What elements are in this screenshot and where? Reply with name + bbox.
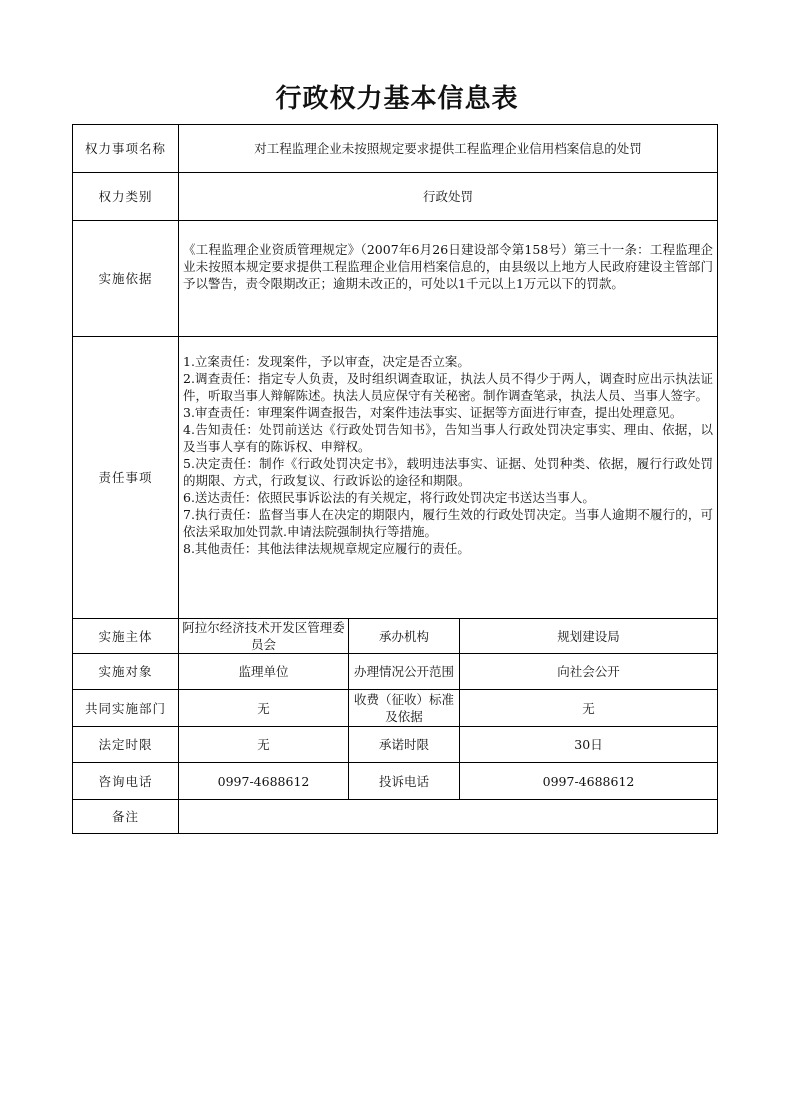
complaint-phone-value: 0997-4688612 (460, 763, 718, 800)
fee-label: 收费（征收）标准及依据 (349, 690, 460, 727)
complaint-phone-label: 投诉电话 (349, 763, 460, 800)
disclosure-label: 办理情况公开范围 (349, 654, 460, 690)
info-table (72, 124, 718, 834)
remark-label: 备注 (73, 800, 179, 834)
fee-value: 无 (460, 690, 718, 727)
joint-label: 共同实施部门 (73, 690, 179, 727)
promised-deadline-label: 承诺时限 (349, 727, 460, 763)
row-phone (73, 763, 718, 800)
legal-deadline-label: 法定时限 (73, 727, 179, 763)
row-remark (73, 800, 718, 834)
row-item-name (73, 125, 718, 173)
agency-label: 承办机构 (349, 619, 460, 654)
subject-value: 阿拉尔经济技术开发区管理委员会 (179, 619, 349, 654)
legal-deadline-value: 无 (179, 727, 349, 763)
target-value: 监理单位 (179, 654, 349, 690)
item-name-label: 权力事项名称 (73, 125, 179, 173)
consult-phone-value: 0997-4688612 (179, 763, 349, 800)
row-subject (73, 619, 718, 654)
basis-label: 实施依据 (73, 221, 179, 337)
row-joint (73, 690, 718, 727)
row-deadline (73, 727, 718, 763)
target-label: 实施对象 (73, 654, 179, 690)
duty-item: 6.送达责任：依照民事诉讼法的有关规定，将行政处罚决定书送达当事人。 (183, 490, 595, 505)
duty-item: 3.审查责任：审理案件调查报告，对案件违法事实、证据等方面进行审查，提出处理意见。 (183, 405, 683, 420)
remark-value (179, 800, 718, 834)
category-label: 权力类别 (73, 173, 179, 221)
duty-item: 1.立案责任：发现案件，予以审查，决定是否立案。 (183, 354, 470, 369)
duty-item: 2.调查责任：指定专人负责，及时组织调查取证，执法人员不得少于两人，调查时应出示执法证件，听取当事人辩解陈述。执法人员应保守有关秘密。制作调查笔录，执法人员、当事人签字。 (183, 371, 714, 403)
category-value: 行政处罚 (179, 173, 718, 221)
row-category (73, 173, 718, 221)
duty-item: 4.告知责任：处罚前送达《行政处罚告知书》，告知当事人行政处罚决定事实、理由、依据，以及当事人享有的陈诉权、申辩权。 (183, 422, 714, 454)
duty-item: 5.决定责任：制作《行政处罚决定书》，载明违法事实、证据、处罚种类、依据，履行行政处罚的期限、方式，行政复议、行政诉讼的途径和期限。 (183, 456, 714, 488)
duties-list (179, 337, 718, 619)
row-target (73, 654, 718, 690)
subject-label: 实施主体 (73, 619, 179, 654)
joint-value: 无 (179, 690, 349, 727)
duties-label: 责任事项 (73, 337, 179, 619)
promised-deadline-value: 30日 (460, 727, 718, 763)
basis-value: 《工程监理企业资质管理规定》（2007年6月26日建设部令第158号）第三十一条：工程监理企业未按照本规定要求提供工程监理企业信用档案信息的，由县级以上地方人民政府建设主管部门予以警告，责令限期改正；逾期未改正的，可处以1千元以上1万元以下的罚款。 (179, 221, 718, 337)
duty-item: 8.其他责任：其他法律法规规章规定应履行的责任。 (183, 541, 470, 556)
row-duties (73, 337, 718, 619)
row-basis (73, 221, 718, 337)
consult-phone-label: 咨询电话 (73, 763, 179, 800)
disclosure-value: 向社会公开 (460, 654, 718, 690)
item-name-value: 对工程监理企业未按照规定要求提供工程监理企业信用档案信息的处罚 (179, 125, 718, 173)
agency-value: 规划建设局 (460, 619, 718, 654)
page-title: 行政权力基本信息表 (275, 84, 519, 114)
duty-item: 7.执行责任：监督当事人在决定的期限内，履行生效的行政处罚决定。当事人逾期不履行的，可依法采取加处罚款.申请法院强制执行等措施。 (183, 507, 714, 539)
